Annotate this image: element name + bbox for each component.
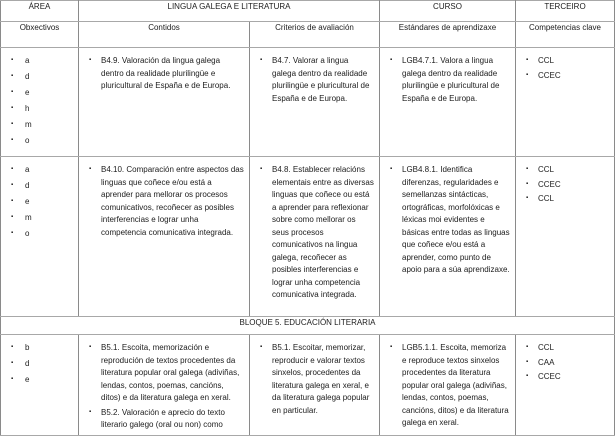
estandares-cell-row-3 [380, 335, 516, 436]
column-header-obxectivos: Obxectivos [1, 22, 79, 48]
contido-item: ▪ B5.2. Valoración e aprecio do texto literario galego (oral ou non) como [89, 407, 244, 432]
competencia-item: ▪ CAA [526, 357, 609, 370]
area-header-cell: ÁREA [1, 1, 79, 22]
competencia-item: ▪ CCEC [526, 70, 609, 83]
bloque-banner: BLOQUE 5. EDUCACIÓN LITERARIA [1, 317, 615, 335]
competencia-item: ▪ CCL [526, 342, 609, 355]
estandares-cell-row-1 [380, 48, 516, 157]
table-row [1, 48, 615, 157]
objective-item: ▪ o [11, 135, 73, 148]
estandar-item: ▪ LGB4.7.1. Valora a lingua galega dentro da realidade plurilingüe e pluricultural de España e de Europa. [390, 55, 510, 105]
contido-item: ▪ B5.1. Escoita, memorización e reprodución de textos procedentes da literatura popular oral galega (adiviñas, lendas, contos, poemas, cancións, ditos) e da literatura galega en xeral. [89, 342, 244, 405]
estandar-item: ▪ LGB4.8.1. Identifica diferenzas, regularidades e semellanzas sintácticas, ortográficas, morfolóxicas e léxicas moi evidentes e básicas entre todas as linguas que coñece e/ou está a aprender, como punto de apoio para a súa aprendizaxe. [390, 164, 510, 277]
competencias-cell-row-1 [516, 48, 615, 157]
objective-item: ▪ o [11, 228, 73, 241]
estandar-item: ▪ LGB5.1.1. Escoita, memoriza e reproduce textos sinxelos procedentes da literatura popular oral galega (adiviñas, lendas, contos, poemas, cancións, ditos) e da literatura galega en xeral. [390, 342, 510, 430]
bloque-banner-row [1, 317, 615, 335]
criterio-item: ▪ B4.8. Establecer relacións elementais entre as diversas linguas que coñece ou está a aprender para reflexionar sobre como mellorar os seus procesos comunicativos na lingua galega, recoñecer as posibles interferencias e lograr unha competencia comunicativa integrada. [260, 164, 374, 302]
column-header-competencias: Competencias clave [516, 22, 615, 48]
curso-header-cell: CURSO [380, 1, 516, 22]
curso-value-cell: TERCEIRO [516, 1, 615, 22]
contidos-cell-row-2 [79, 157, 250, 317]
criterios-cell-row-3 [250, 335, 380, 436]
table-row [1, 335, 615, 436]
objective-item: ▪ a [11, 55, 73, 68]
table-row [1, 157, 615, 317]
header-row-columns [1, 22, 615, 48]
objective-item: ▪ d [11, 71, 73, 84]
objective-item: ▪ m [11, 119, 73, 132]
objective-item: ▪ a [11, 164, 73, 177]
objective-item: ▪ h [11, 103, 73, 116]
header-row-area [1, 1, 615, 22]
column-header-criterios: Criterios de avaliación [250, 22, 380, 48]
column-header-estandares: Estándares de aprendizaxe [380, 22, 516, 48]
criterio-item: ▪ B5.1. Escoitar, memorizar, reproducir e valorar textos sinxelos, procedentes da literatura galega en xeral, e da literatura galega popular en particular. [260, 342, 374, 417]
obxectivos-cell-row-1 [1, 48, 79, 157]
criterio-item: ▪ B4.7. Valorar a lingua galega dentro da realidade plurilingüe e pluricultural de España e de Europa. [260, 55, 374, 105]
objective-item: ▪ b [11, 342, 73, 355]
objective-item: ▪ e [11, 196, 73, 209]
estandares-cell-row-2 [380, 157, 516, 317]
objective-item: ▪ e [11, 374, 73, 387]
competencia-item: ▪ CCL [526, 164, 609, 177]
objective-item: ▪ d [11, 358, 73, 371]
objective-item: ▪ d [11, 180, 73, 193]
criterios-cell-row-2 [250, 157, 380, 317]
contidos-cell-row-1 [79, 48, 250, 157]
competencia-item: ▪ CCEC [526, 371, 609, 384]
objective-item: ▪ e [11, 87, 73, 100]
subject-header-cell: LINGUA GALEGA E LITERATURA [79, 1, 380, 22]
contidos-cell-row-3 [79, 335, 250, 436]
competencias-cell-row-3 [516, 335, 615, 436]
criterios-cell-row-1 [250, 48, 380, 157]
competencias-cell-row-2 [516, 157, 615, 317]
competencia-item: ▪ CCL [526, 193, 609, 206]
contido-item: ▪ B4.9. Valoración da lingua galega dentro da realidade plurilingüe e pluricultural de España e de Europa. [89, 55, 244, 93]
column-header-contidos: Contidos [79, 22, 250, 48]
competencia-item: ▪ CCEC [526, 179, 609, 192]
obxectivos-cell-row-3 [1, 335, 79, 436]
obxectivos-cell-row-2 [1, 157, 79, 317]
contido-item: ▪ B4.10. Comparación entre aspectos das linguas que coñece e/ou está a aprender para mellorar os procesos comunicativos, recoñecer as posibles interferencias e lograr unha competencia comunicativa integrada. [89, 164, 244, 239]
competencia-item: ▪ CCL [526, 55, 609, 68]
objective-item: ▪ m [11, 212, 73, 225]
